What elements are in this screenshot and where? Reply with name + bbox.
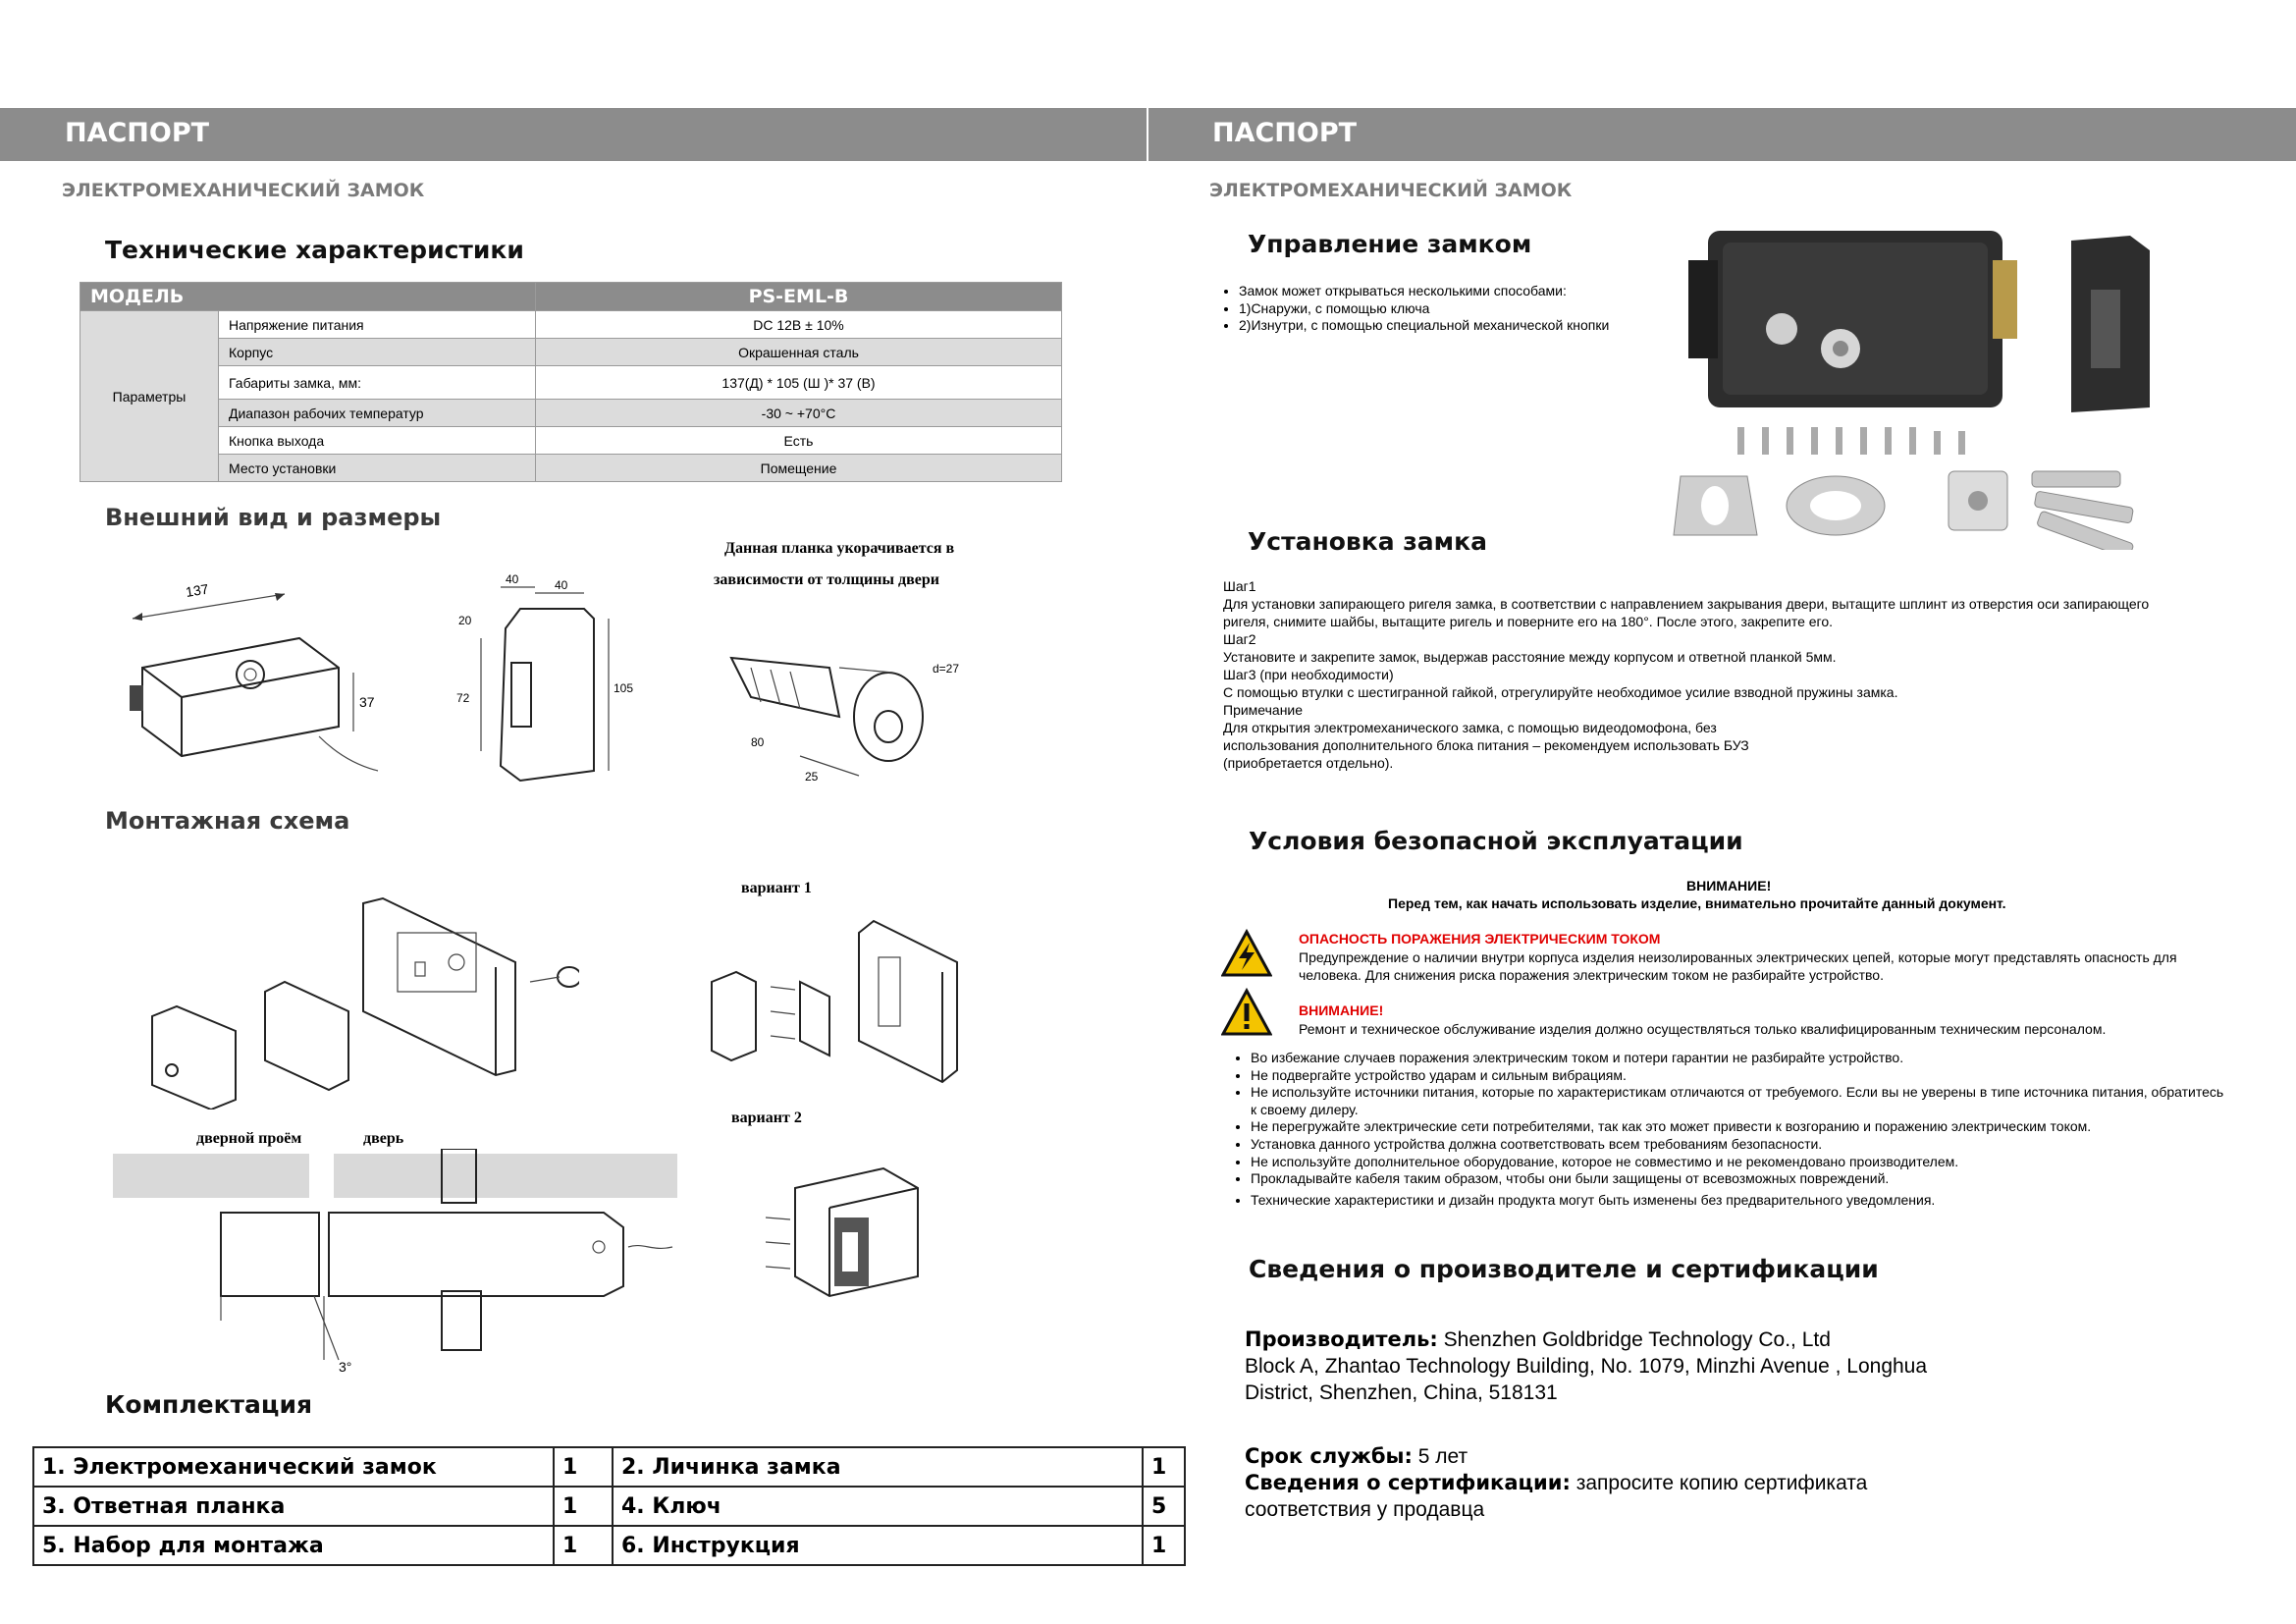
warn1-text-2: человека. Для снижения риска поражения электрическим током не разбирайте устройство. (1299, 967, 1884, 983)
mounting-section-drawing (113, 1149, 682, 1375)
warn1-title: ОПАСНОСТЬ ПОРАЖЕНИЯ ЭЛЕКТРИЧЕСКИМ ТОКОМ (1299, 931, 1661, 947)
install-line: С помощью втулки с шестигранной гайкой, отрегулируйте необходимое усилие взводной пружины замка. (1223, 684, 1898, 700)
param-key: Место установки (219, 455, 536, 482)
maker-value: Shenzhen Goldbridge Technology Co., Ltd (1437, 1328, 1831, 1351)
mounting-exploded-drawing (137, 884, 579, 1110)
install-line: ригеля, снимите шайбы, вытащите ригель и поверните его на 180°. После этого, закрепите его. (1223, 614, 1834, 629)
param-key: Кнопка выхода (219, 427, 536, 455)
install-line: Примечание (1223, 702, 1304, 718)
strip-note-1: Данная планка укорачивается в (724, 540, 955, 557)
install-text (1223, 577, 2244, 772)
table-row (33, 1487, 1185, 1526)
right-header-title: ПАСПОРТ (1212, 118, 1358, 148)
list-item: • Установка данного устройства должна соответствовать всем требованиям безопасности. (1251, 1136, 2232, 1154)
model-value: PS-EML-B (536, 283, 1062, 311)
param-value: -30 ~ +70°C (536, 400, 1062, 427)
install-line: Для установки запирающего ригеля замка, в соответствии с направлением закрывания двери, вытащите шплинт из отверстия оси запирающего (1223, 596, 2150, 612)
cylinder-drawing (712, 609, 977, 795)
maker-block (1245, 1326, 1927, 1406)
strip-note-2: зависимости от толщины двери (714, 571, 939, 588)
list-item: • Прокладывайте кабеля таким образом, чтобы они были защищены от всевозможных повреждений. (1251, 1170, 2232, 1188)
param-key: Диапазон рабочих температур (219, 400, 536, 427)
control-list (1223, 283, 1609, 335)
param-value: Помещение (536, 455, 1062, 482)
kit-title: Комплектация (105, 1390, 313, 1419)
variant-1-label: вариант 1 (741, 880, 812, 896)
kit-qty: 1 (1143, 1447, 1185, 1487)
variant-1-drawing (702, 913, 967, 1090)
mount-title: Монтажная схема (105, 807, 350, 835)
install-line: Установите и закрепите замок, выдержав расстояние между корпусом и ответной планкой 5мм. (1223, 649, 1837, 665)
list-item: • 1)Снаружи, с помощью ключа (1239, 300, 1609, 318)
install-line: Шаг1 (1223, 578, 1256, 594)
warn2-title: ВНИМАНИЕ! (1299, 1002, 1384, 1018)
dim-40a: 40 (506, 572, 519, 586)
dim-d27: d=27 (933, 662, 960, 676)
right-subheader: ЭЛЕКТРОМЕХАНИЧЕСКИЙ ЗАМОК (1209, 180, 1573, 201)
param-key: Напряжение питания (219, 311, 536, 339)
kit-item: 3. Ответная планка (33, 1487, 554, 1526)
maker-address-2: District, Shenzhen, China, 518131 (1245, 1381, 1558, 1404)
maker-title: Сведения о производителе и сертификации (1249, 1255, 1879, 1283)
list-item: • Не используйте источники питания, которые по характеристикам отличаются от требуемого. Если вы не уверены в типе источника питания, обратитесь к своему дилеру. (1251, 1084, 2232, 1118)
dim-37: 37 (359, 694, 375, 710)
install-line: Шаг2 (1223, 631, 1256, 647)
safety-title: Условия безопасной эксплуатации (1249, 827, 1743, 855)
attention-subheading: Перед тем, как начать использовать изделие, внимательно прочитайте данный документ. (1388, 895, 2006, 911)
appearance-title: Внешний вид и размеры (105, 504, 442, 531)
warn2-text: Ремонт и техническое обслуживание изделия должно осуществляться только квалифицированным техническим персоналом. (1299, 1021, 2107, 1037)
maker-label: Производитель: (1245, 1327, 1438, 1351)
life-label: Срок службы: (1245, 1444, 1413, 1468)
param-key: Корпус (219, 339, 536, 366)
control-title: Управление замком (1248, 230, 1532, 258)
attention-warning-icon (1221, 988, 1272, 1037)
tech-table (80, 282, 1062, 482)
param-value: Есть (536, 427, 1062, 455)
cert-value: запросите копию сертификата (1570, 1472, 1868, 1494)
angle-label: 3° (339, 1359, 352, 1375)
kit-qty: 1 (1143, 1526, 1185, 1565)
kit-item: 1. Электромеханический замок (33, 1447, 554, 1487)
kit-table (32, 1446, 1186, 1566)
dim-20: 20 (458, 614, 472, 627)
strike-plate-drawing (447, 569, 643, 795)
kit-item: 2. Личинка замка (613, 1447, 1143, 1487)
dim-25: 25 (805, 770, 819, 784)
dim-72: 72 (456, 691, 470, 705)
electric-warning-icon (1221, 929, 1272, 978)
table-row (33, 1526, 1185, 1565)
cert-label: Сведения о сертификации: (1245, 1471, 1571, 1494)
param-value: 137(Д) * 105 (Ш )* 37 (В) (536, 366, 1062, 400)
life-value: 5 лет (1412, 1445, 1468, 1468)
param-key: Габариты замка, мм: (219, 366, 536, 400)
kit-qty: 5 (1143, 1487, 1185, 1526)
list-item: • Замок может открываться несколькими способами: (1239, 283, 1609, 300)
left-subheader: ЭЛЕКТРОМЕХАНИЧЕСКИЙ ЗАМОК (62, 180, 425, 201)
safety-list (1235, 1050, 2232, 1209)
install-line: Шаг3 (при необходимости) (1223, 667, 1394, 682)
cert-value-2: соответствия у продавца (1245, 1498, 1485, 1521)
dim-80: 80 (751, 735, 765, 749)
variant-2-drawing (761, 1159, 928, 1306)
maker-address-1: Block A, Zhantao Technology Building, No. 1079, Minzhi Avenue , Longhua (1245, 1355, 1928, 1378)
list-item: • Во избежание случаев поражения электрическим током и потери гарантии не разбирайте устройство. (1251, 1050, 2232, 1067)
install-line: (приобретается отдельно). (1223, 755, 1394, 771)
tech-title: Технические характеристики (105, 236, 524, 264)
kit-item: 5. Набор для монтажа (33, 1526, 554, 1565)
install-line: Для открытия электромеханического замка, с помощью видеодомофона, без (1223, 720, 1717, 735)
param-value: DC 12В ± 10% (536, 311, 1062, 339)
product-photo (1669, 221, 2238, 550)
dim-105: 105 (614, 681, 634, 695)
install-line: использования дополнительного блока питания – рекомендуем использовать БУЗ (1223, 737, 1749, 753)
list-item: • Не перегружайте электрические сети потребителями, так как это может привести к возгоранию и поражению электрическим током. (1251, 1118, 2232, 1136)
kit-qty: 1 (554, 1526, 613, 1565)
door-opening-label: дверной проём (196, 1130, 302, 1147)
lock-dimension-drawing (113, 560, 388, 785)
list-item: • Не используйте дополнительное оборудование, которое не совместимо и не рекомендовано производителем. (1251, 1154, 2232, 1171)
table-row (33, 1447, 1185, 1487)
kit-item: 6. Инструкция (613, 1526, 1143, 1565)
dim-137: 137 (184, 580, 210, 600)
service-block (1245, 1443, 1867, 1523)
kit-qty: 1 (554, 1487, 613, 1526)
model-label: МОДЕЛЬ (80, 283, 536, 311)
list-item: • Не подвергайте устройство ударам и сильным вибрациям. (1251, 1067, 2232, 1085)
kit-item: 4. Ключ (613, 1487, 1143, 1526)
attention-heading: ВНИМАНИЕ! (1686, 878, 1772, 893)
list-item: • 2)Изнутри, с помощью специальной механической кнопки (1239, 317, 1609, 335)
warn1-text-1: Предупреждение о наличии внутри корпуса изделия неизолированных электрических цепей, которые могут представлять опасность для (1299, 949, 2177, 965)
left-header-title: ПАСПОРТ (65, 118, 210, 148)
param-value: Окрашенная сталь (536, 339, 1062, 366)
params-label: Параметры (80, 311, 219, 482)
install-title: Установка замка (1248, 527, 1487, 556)
list-item: • Технические характеристики и дизайн продукта могут быть изменены без предварительного уведомления. (1251, 1192, 2232, 1210)
kit-qty: 1 (554, 1447, 613, 1487)
variant-2-label: вариант 2 (731, 1110, 802, 1126)
door-label: дверь (363, 1130, 404, 1147)
dim-40b: 40 (555, 578, 568, 592)
